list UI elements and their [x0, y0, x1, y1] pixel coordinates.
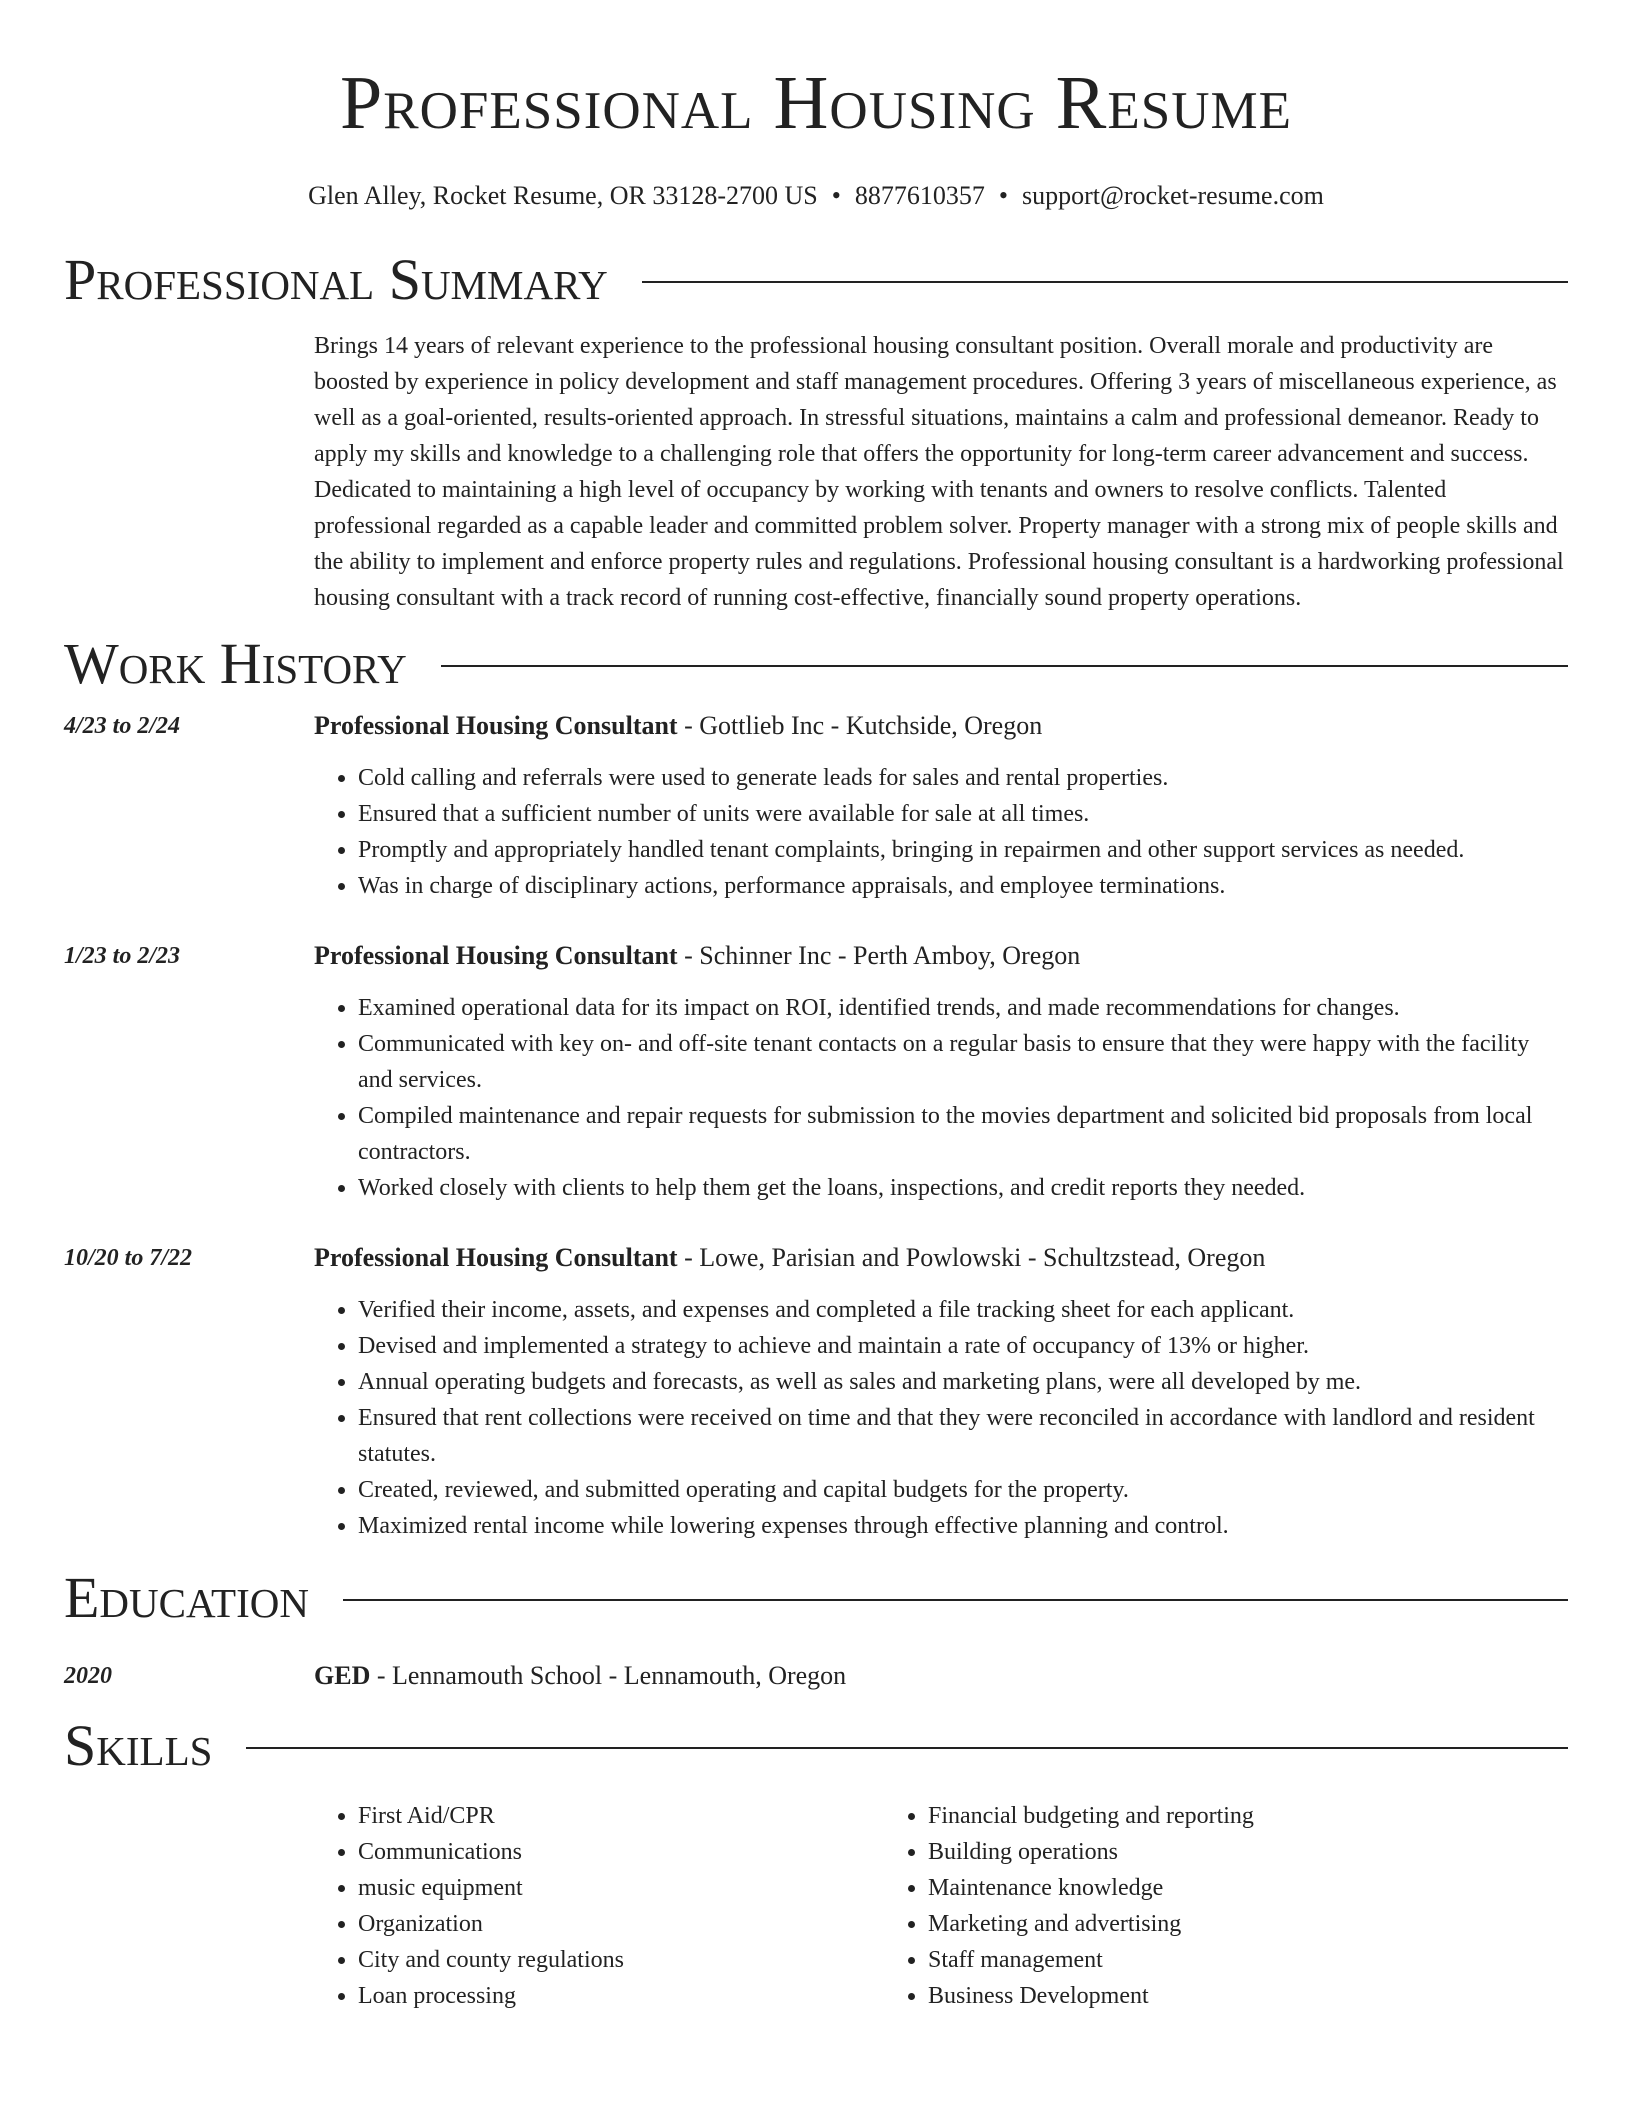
- job-dates: 1/23 to 2/23: [64, 943, 181, 969]
- list-item: • Communicated with key on- and off-site tenant contacts on a regular basis to ensure that they were happy with the facility and services.: [358, 1026, 1568, 1098]
- job-title: Professional Housing Consultant: [314, 941, 678, 970]
- list-item: • Examined operational data for its impact on ROI, identified trends, and made recommendations for changes.: [358, 990, 1568, 1026]
- skill-item: • City and county regulations: [358, 1942, 884, 1978]
- summary-paragraph: Brings 14 years of relevant experience to the professional housing consultant position. Overall morale and productivity are boosted by experience in policy development and staff management procedures. Offering 3 years of miscellaneous experience, as well as a goal-oriented, results-oriented approach. In stressful situations, maintains a calm and professional demeanor. Ready to apply my skills and knowledge to a challenging role that offers the opportunity for long-term career advancement and success. Dedicated to maintaining a high level of occupancy by working with tenants and owners to resolve conflicts. Talented professional regarded as a capable leader and committed problem solver. Property manager with a strong mix of people skills and the ability to implement and enforce property rules and regulations. Professional housing consultant is a hardworking professional housing consultant with a track record of running cost-effective, financially sound property operations.: [314, 333, 1564, 611]
- list-item: • Verified their income, assets, and expenses and completed a file tracking sheet for each applicant.: [358, 1292, 1568, 1328]
- section-divider: [343, 1599, 1568, 1601]
- education-entry: [64, 1658, 1568, 1694]
- list-item: • Cold calling and referrals were used to generate leads for sales and rental properties.: [358, 760, 1568, 796]
- contact-email: support@rocket-resume.com: [1021, 181, 1324, 210]
- list-item: • Ensured that rent collections were received on time and that they were reconciled in accordance with landlord and resident statutes.: [358, 1400, 1568, 1472]
- skill-item: • Organization: [358, 1906, 884, 1942]
- job-entry: [64, 708, 1568, 904]
- section-divider: [642, 281, 1568, 283]
- skill-item: • Communications: [358, 1834, 884, 1870]
- education-section-header: [64, 1564, 1568, 1632]
- contact-separator: •: [831, 181, 841, 210]
- contact-address: Glen Alley, Rocket Resume, OR 33128-2700 US: [308, 181, 818, 210]
- contact-separator: •: [998, 181, 1008, 210]
- education-degree: GED: [314, 1661, 371, 1690]
- skill-item: • Business Development: [928, 1978, 1454, 2014]
- job-details: - Schinner Inc - Perth Amboy, Oregon: [677, 941, 1081, 970]
- list-item: • Created, reviewed, and submitted operating and capital budgets for the property.: [358, 1472, 1568, 1508]
- job-entry: [64, 1240, 1568, 1544]
- skill-item: • Building operations: [928, 1834, 1454, 1870]
- job-entry: [64, 938, 1568, 1206]
- skill-item: • First Aid/CPR: [358, 1798, 884, 1834]
- contact-line: [64, 180, 1568, 212]
- list-item: • Annual operating budgets and forecasts, as well as sales and marketing plans, were all developed by me.: [358, 1364, 1568, 1400]
- skills-section-header: [64, 1712, 1568, 1780]
- resume-name: Professional Housing Resume: [340, 61, 1292, 145]
- job-bullets: [314, 1292, 1568, 1544]
- job-content: [314, 1240, 1568, 1544]
- job-details: - Lowe, Parisian and Powlowski - Schultzstead, Oregon: [677, 1243, 1266, 1272]
- list-item: • Maximized rental income while lowering expenses through effective planning and control.: [358, 1508, 1568, 1544]
- job-title-line: [314, 708, 1568, 744]
- skill-item: • Loan processing: [358, 1978, 884, 2014]
- work-section-header: [64, 630, 1568, 698]
- job-bullets: [314, 760, 1568, 904]
- list-item: • Was in charge of disciplinary actions, performance appraisals, and employee terminations.: [358, 868, 1568, 904]
- summary-heading: Professional Summary: [64, 247, 608, 312]
- skill-item: • Maintenance knowledge: [928, 1870, 1454, 1906]
- skill-item: • Staff management: [928, 1942, 1454, 1978]
- skills-columns: [314, 1798, 1568, 2014]
- skills-list-left: [314, 1798, 884, 2014]
- job-details: - Gottlieb Inc - Kutchside, Oregon: [677, 711, 1043, 740]
- job-title: Professional Housing Consultant: [314, 711, 678, 740]
- list-item: • Ensured that a sufficient number of units were available for sale at all times.: [358, 796, 1568, 832]
- list-item: • Worked closely with clients to help them get the loans, inspections, and credit reports they needed.: [358, 1170, 1568, 1206]
- skill-item: • Marketing and advertising: [928, 1906, 1454, 1942]
- job-bullets: [314, 990, 1568, 1206]
- job-title-line: [314, 1240, 1568, 1276]
- education-year: 2020: [64, 1663, 112, 1689]
- job-title: Professional Housing Consultant: [314, 1243, 678, 1272]
- job-dates: 10/20 to 7/22: [64, 1245, 193, 1271]
- education-line: [314, 1658, 1568, 1694]
- job-dates: 4/23 to 2/24: [64, 713, 181, 739]
- section-divider: [441, 665, 1568, 667]
- list-item: • Compiled maintenance and repair requests for submission to the movies department and solicited bid proposals from local contractors.: [358, 1098, 1568, 1170]
- list-item: • Promptly and appropriately handled tenant complaints, bringing in repairmen and other support services as needed.: [358, 832, 1568, 868]
- job-content: [314, 708, 1568, 904]
- contact-phone: 8877610357: [854, 181, 985, 210]
- job-title-line: [314, 938, 1568, 974]
- section-divider: [246, 1747, 1568, 1749]
- work-heading: Work History: [64, 631, 407, 696]
- skill-item: • Financial budgeting and reporting: [928, 1798, 1454, 1834]
- education-details: - Lennamouth School - Lennamouth, Oregon: [370, 1661, 847, 1690]
- skills-list-right: [884, 1798, 1454, 2014]
- list-item: • Devised and implemented a strategy to achieve and maintain a rate of occupancy of 13% or higher.: [358, 1328, 1568, 1364]
- skills-heading: Skills: [64, 1713, 213, 1778]
- job-content: [314, 938, 1568, 1206]
- education-heading: Education: [64, 1565, 309, 1630]
- skill-item: • music equipment: [358, 1870, 884, 1906]
- summary-section-header: [64, 246, 1568, 314]
